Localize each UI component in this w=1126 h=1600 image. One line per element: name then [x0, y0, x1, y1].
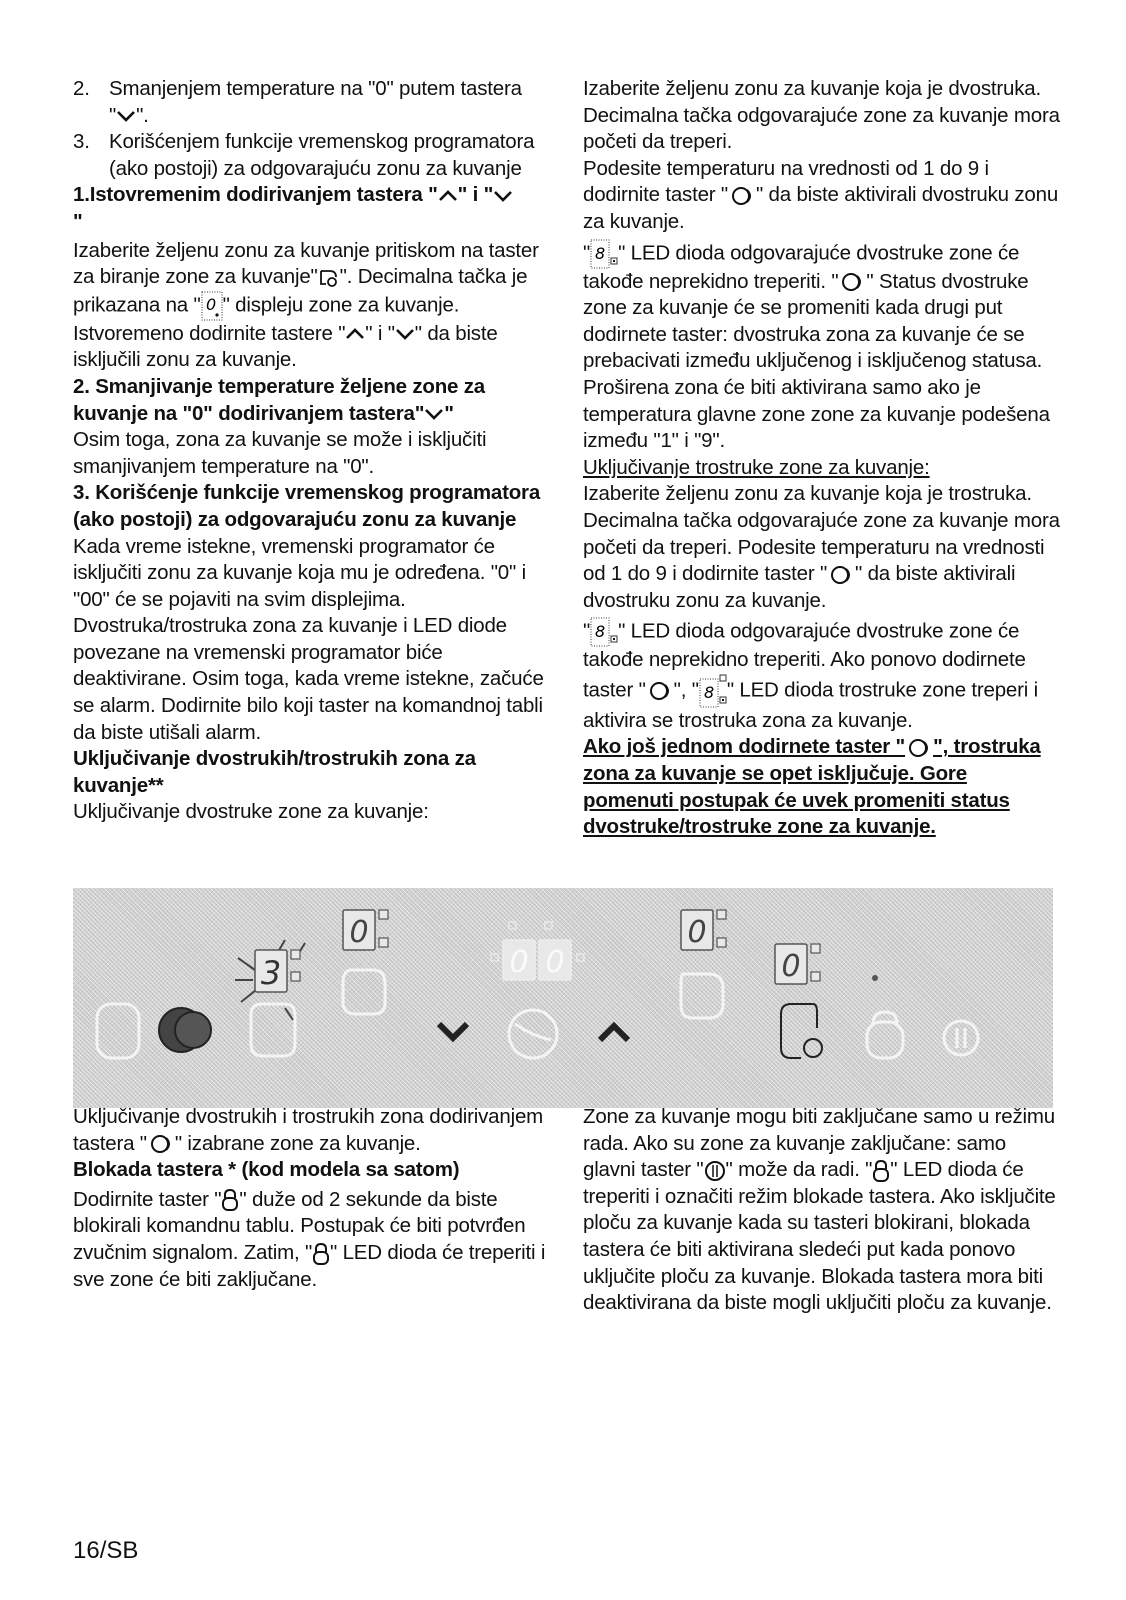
zone-select-button-circle	[804, 1039, 822, 1057]
paragraph: Dvostruka/trostruka zona za kuvanje i LED diode povezane na vremenski programator biće deaktivirane. Osim toga, kada vreme istekne, začuće se alarm. Dodirnite bilo koji taster na komandnoj tabli da biste utišali alarm.	[73, 614, 544, 744]
right-column-top	[583, 76, 1061, 841]
dual-zone-icon	[838, 272, 866, 292]
power-button[interactable]	[944, 1021, 978, 1055]
led-indicator	[811, 944, 820, 953]
dual-zone-button-outer	[175, 1012, 211, 1048]
chevron-down-icon	[116, 109, 136, 123]
lock-icon	[872, 1159, 890, 1183]
section-heading: Blokada tastera * (kod modela sa satom)	[73, 1158, 460, 1182]
section-heading: 1.Istovremenim dodirivanjem tastera " " i " "	[73, 182, 551, 235]
led-indicator	[491, 954, 498, 961]
led-indicator	[811, 972, 820, 981]
zone-select-icon	[318, 268, 340, 288]
zone-display-digit: 0	[781, 949, 801, 984]
left-column-bottom	[73, 1104, 551, 1293]
lock-icon	[221, 1188, 239, 1212]
zone-display-digit: 0	[687, 915, 707, 950]
lock-icon	[312, 1242, 330, 1266]
paragraph: Dodirnite taster " " duže od 2 sekunde da biste blokirali komandnu tablu. Postupak će biti potvrđen zvučnim signalom. Zatim, " " LED dioda će treperiti i sve zone će biti zaključane.	[73, 1187, 546, 1291]
control-panel-illustration	[73, 888, 1053, 1108]
dual-zone-icon	[905, 738, 933, 758]
chevron-down-icon	[395, 327, 415, 341]
paragraph: Podesite temperaturu na vrednosti od 1 do 9 i dodirnite taster " " da biste aktivirali dvostruku zonu za kuvanje.	[583, 156, 1059, 233]
svg-text:0: 0	[205, 294, 216, 314]
timer-hand	[515, 1024, 551, 1040]
section-heading: 3. Korišćenje funkcije vremenskog programatora (ako postoji) za odgovarajuću zonu za kuvanje	[73, 481, 541, 531]
paragraph: Kada vreme istekne, vremenski programator će isključiti zonu za kuvanje koja mu je određena. "0" i "00" će se pojaviti na svim displejima.	[73, 534, 526, 611]
zone-display-digit: 0	[349, 915, 369, 950]
right-column-bottom	[583, 1104, 1061, 1317]
lock-led	[872, 975, 878, 981]
display-zero-dot-icon	[201, 291, 223, 321]
led-indicator	[717, 910, 726, 919]
zone-display-digit: 3	[260, 954, 282, 992]
control-panel-drawing	[73, 888, 1053, 1108]
paragraph: " 8 " LED dioda odgovarajuće dvostruke zone će takođe neprekidno treperiti. Ako ponovo dodirnete taster " ", " 8 " LED dioda trostruke zone treperi i aktivira se trostruka zona za kuvanje.	[583, 617, 1061, 734]
dual-zone-icon	[646, 681, 674, 701]
led-indicator	[291, 950, 300, 959]
led-indicator	[379, 938, 388, 947]
timer-display-digit: 0	[545, 945, 565, 980]
zone-select-button[interactable]	[781, 1004, 817, 1058]
list-item: 2. Smanjenjem temperature na "0" putem tastera " ".	[73, 77, 522, 127]
paragraph: Ako još jednom dodirnete taster " ", trostruka zona za kuvanje se opet isključuje. Gore pomenuti postupak će uvek promeniti status dvostruke/trostruke zone za kuvanje.	[583, 735, 1041, 839]
dual-zone-icon	[147, 1134, 175, 1154]
page-number: 16/SB	[73, 1537, 139, 1564]
led-indicator	[379, 910, 388, 919]
zone-select-button[interactable]	[343, 970, 385, 1014]
paragraph: Izaberite željenu zonu za kuvanje koja je trostruka. Decimalna tačka odgovarajuće zone za kuvanje mora početi da treperi. Podesite temperaturu na vrednosti od 1 do 9 i dodirnite taster " " da biste aktivirali dvostruku zonu za kuvanje.	[583, 482, 1060, 612]
led-indicator	[577, 954, 584, 961]
zone-select-button[interactable]	[97, 1004, 139, 1058]
svg-text:8: 8	[595, 243, 606, 263]
chevron-down-icon	[424, 407, 444, 421]
paragraph: Zone za kuvanje mogu biti zaključane samo u režimu rada. Ako su zone za kuvanje zaključane: samo glavni taster " " može da radi. " " LED dioda će treperiti i označiti režim blokade tastera. Ako isključite ploču za kuvanje kada su tasteri blokirani, blokada tastera će biti aktivirana sledeći put kada ponovo uključite ploču za kuvanje. Blokada tastera mora biti deaktivirana da biste mogli uključiti ploču za kuvanje.	[583, 1105, 1056, 1315]
chevron-up-icon	[438, 189, 458, 203]
led-indicator	[545, 922, 552, 929]
svg-text:8: 8	[703, 682, 714, 702]
chevron-down-icon	[493, 189, 513, 203]
subheading: Uključivanje trostruke zone za kuvanje:	[583, 455, 930, 479]
zone-select-button[interactable]	[681, 974, 723, 1018]
led-indicator	[717, 938, 726, 947]
dual-zone-icon	[728, 186, 756, 206]
led-indicator	[509, 922, 516, 929]
section-heading: 2. Smanjivanje temperature željene zone za kuvanje na "0" dodirivanjem tastera" "	[73, 374, 486, 425]
paragraph: Osim toga, zona za kuvanje se može i isključiti smanjivanjem temperature na "0".	[73, 428, 487, 478]
display-eight-led-icon	[590, 617, 618, 647]
display-eight-triple-led-icon	[699, 674, 727, 708]
subheading: Uključivanje dvostruke zone za kuvanje:	[73, 800, 429, 824]
led-indicator	[291, 972, 300, 981]
paragraph: " 8 " LED dioda odgovarajuće dvostruke zone će takođe neprekidno treperiti. " " Status dvostruke zone za kuvanje će se promeniti kada drugi put dodirnete taster: dvostruka zona za kuvanje će se prebacivati između uključenog i isključenog statusa. Proširena zona će biti aktivirana samo ako je temperatura glavne zone zone za kuvanje podešena između "1" i "9".	[583, 239, 1061, 455]
svg-text:8: 8	[595, 622, 606, 642]
power-icon	[704, 1160, 726, 1182]
list-item: 3. Korišćenjem funkcije vremenskog programatora (ako postoji) za odgovarajuću zonu za kuvanje	[73, 130, 535, 180]
timer-display-digit: 0	[509, 945, 529, 980]
left-column-top	[73, 76, 551, 826]
lock-button[interactable]	[867, 1022, 903, 1058]
display-eight-led-icon	[590, 239, 618, 269]
section-heading: Uključivanje dvostrukih/trostrukih zona za kuvanje**	[73, 747, 476, 797]
dual-zone-icon	[827, 565, 855, 585]
paragraph: Izaberite željenu zonu za kuvanje koja je dvostruka. Decimalna tačka odgovarajuće zone za kuvanje mora početi da treperi.	[583, 77, 1060, 154]
chevron-down-button[interactable]	[439, 1024, 467, 1038]
chevron-up-icon	[345, 327, 365, 341]
chevron-up-button[interactable]	[600, 1026, 628, 1040]
paragraph: Izaberite željenu zonu za kuvanje pritiskom na taster za biranje zone za kuvanje" ". Decimalna tačka je prikazana na " 0 " displeju zone za kuvanje. Istvoremeno dodirnite tastere " " i " " da biste isključili zonu za kuvanje.	[73, 238, 539, 372]
paragraph: Uključivanje dvostrukih i trostrukih zona dodirivanjem tastera " " izabrane zone za kuvanje.	[73, 1105, 544, 1155]
